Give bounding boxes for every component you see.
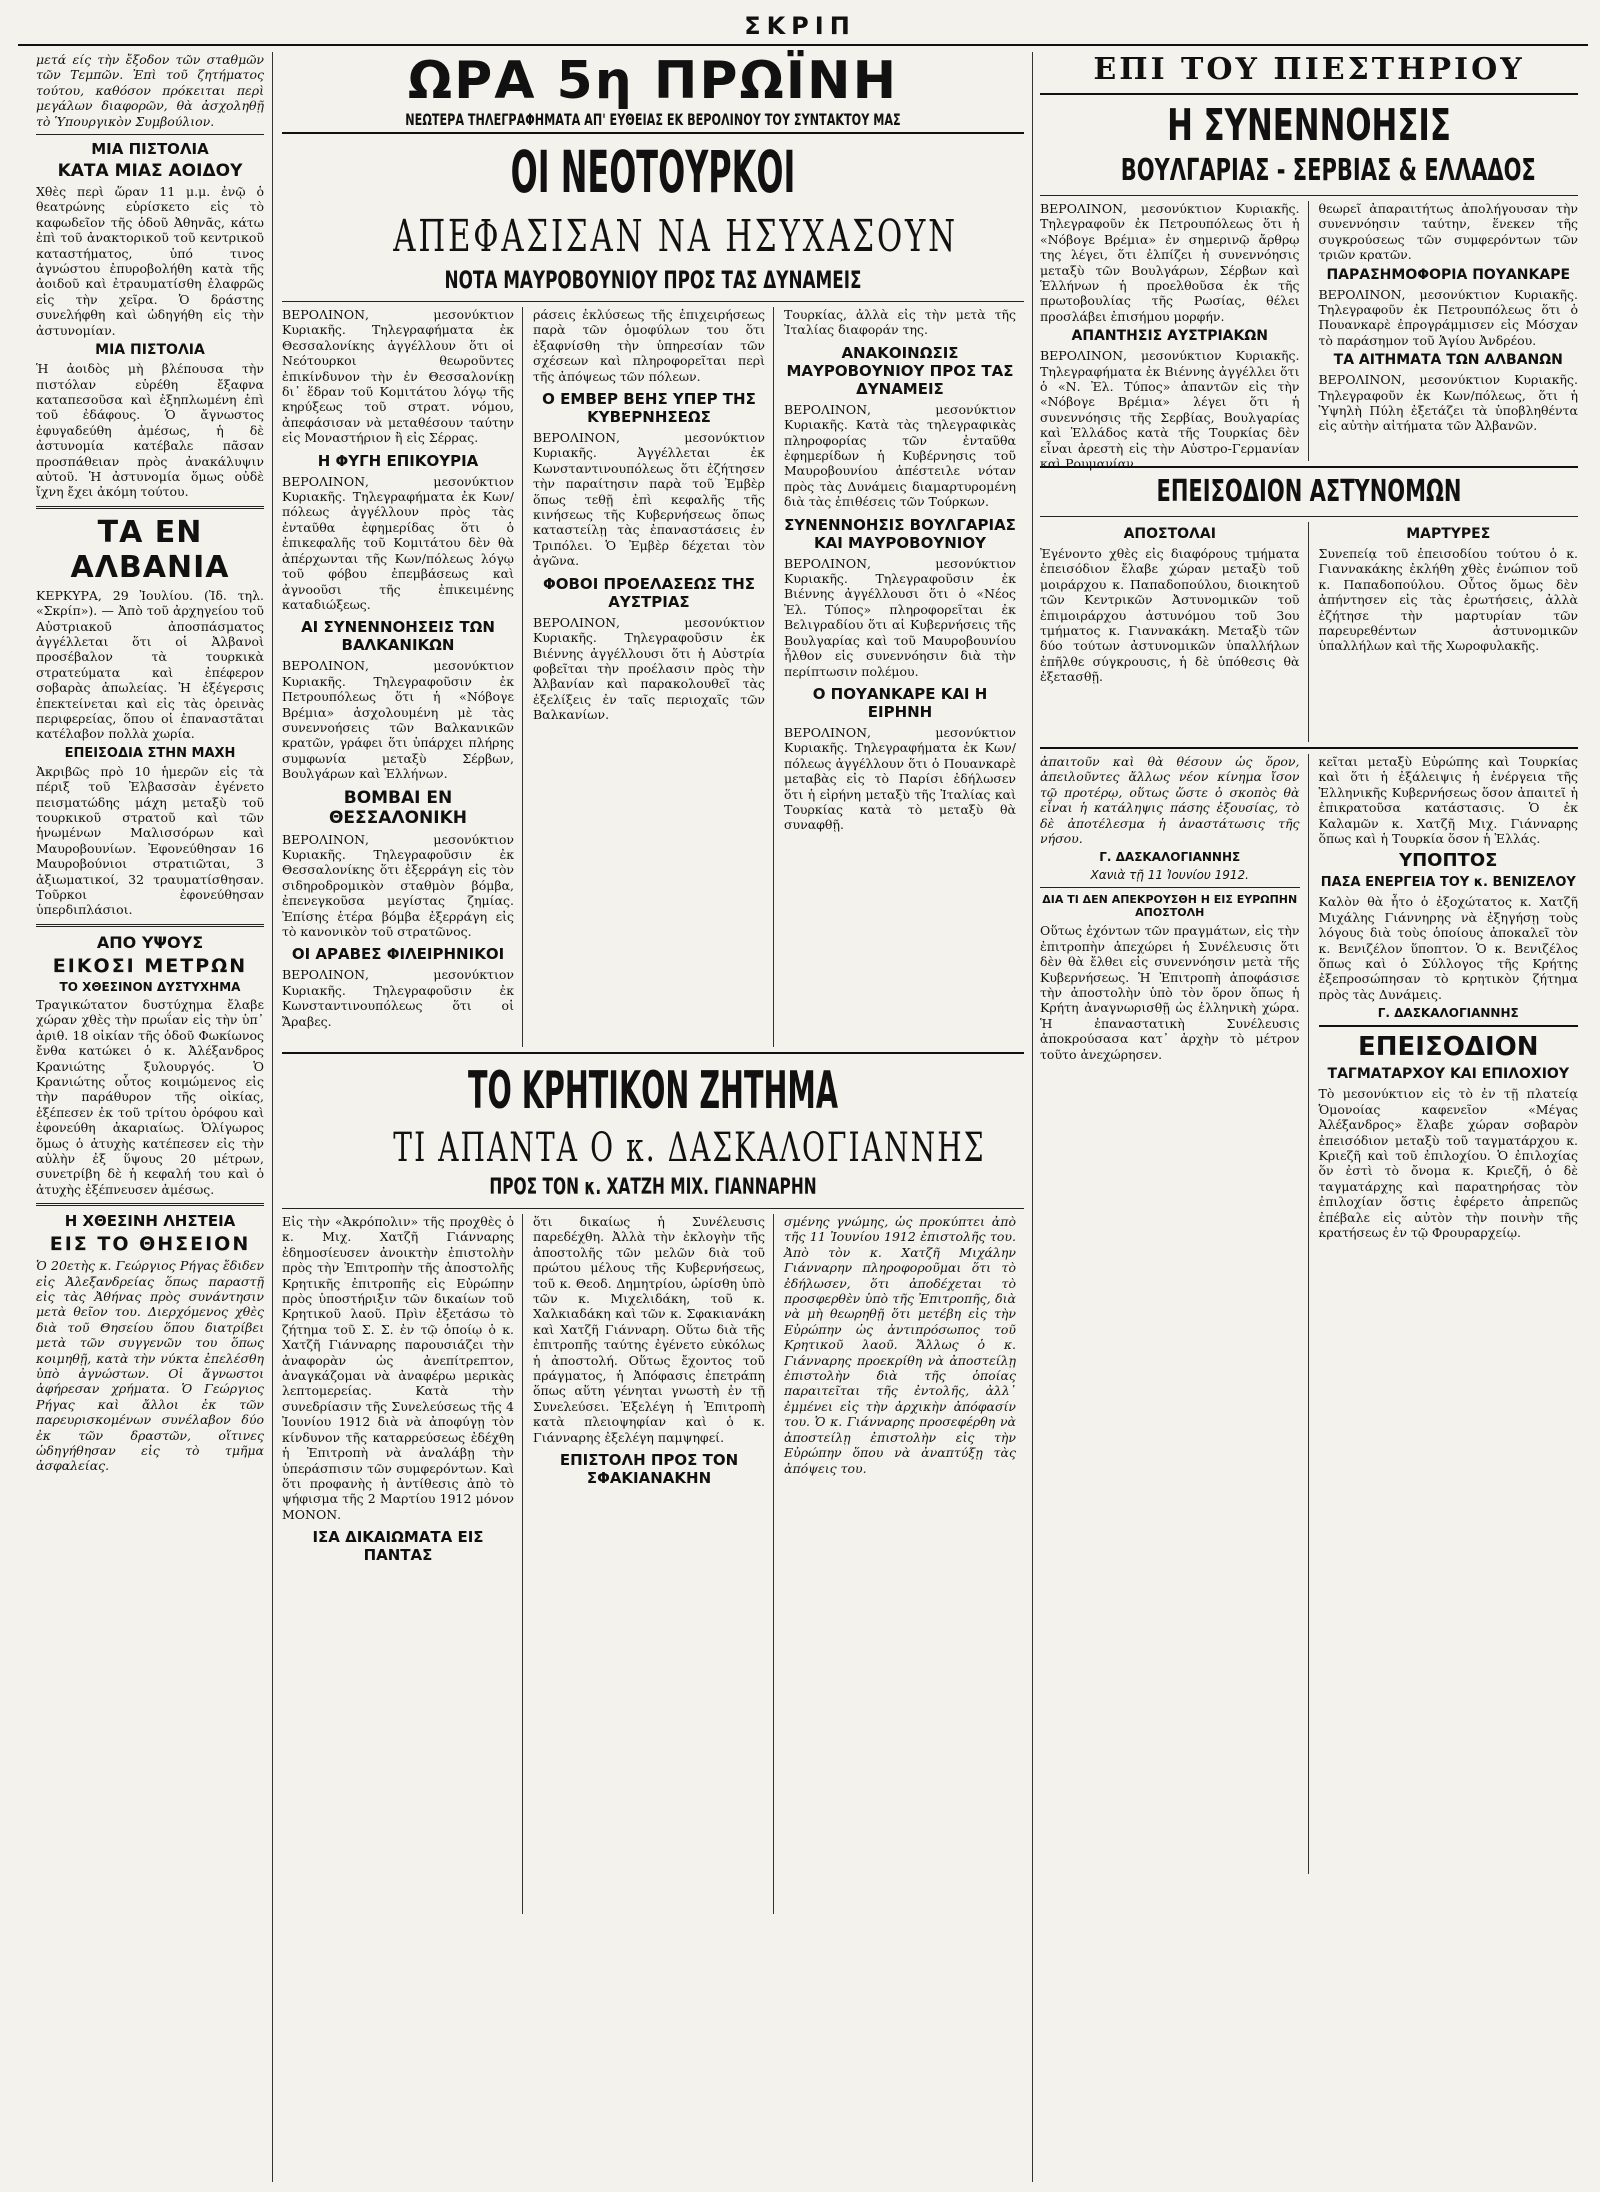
article-text: ΒΕΡΟΛΙΝΟΝ, μεσονύκτιον Κυριακῆς. Τηλεγραφήματα ἐκ Θεσσαλονίκης ἀγγέλλουν ὅτι οἱ Νεότουρκοι θεωροῦντες ἐπικίνδυνον τὴν ἐν Θεσσαλονίκῃ δι᾽ ἕδραν τοῦ Κομιτάτου λόγῳ τῆς κηρύξεως τοῦ στρατ. νόμου, ἀπεφάσισαν νὰ μεταθέσουν ταύτην εἰς Μοναστήριον ἢ εἰς Σέρρας.	[282, 307, 514, 446]
article-text: Χθὲς περὶ ὥραν 11 μ.μ. ἐνῷ ὁ θεατρώνης εὑρίσκετο εἰς τὸ καφωδεῖον τῆς ὁδοῦ Ἀθηνᾶς, κάτω ἐπὶ τοῦ ἀνακτορικοῦ τοῦ κεντρικοῦ καταστήματος, ὑπό τινος ἀγνώστου ἐπυροβολήθη κατὰ τῆς ἀοιδοῦ καὶ ἐτραυματίσθη ἐλαφρῶς εἰς τὴν χεῖρα. Ὁ δράστης συνελήφθη καὶ ὡδηγήθη εἰς τὴν ἀστυνομίαν.	[36, 184, 264, 338]
subheadline: ΠΑΣΑ ΕΝΕΡΓΕΙΑ ΤΟΥ κ. ΒΕΝΙΖΕΛΟΥ	[1320, 875, 1576, 891]
article-text: Ἀκριβῶς πρὸ 10 ἡμερῶν εἰς τὰ πέριξ τοῦ Ἐλβασσὰν ἐγένετο πεισματώδης μάχη μεταξὺ τοῦ τουρκικοῦ στρατοῦ καὶ τῶν ἡνωμένων Μαλισσόρων καὶ Μαυροβουνίων. Ἐφονεύθησαν 16 Μαυροβούνιοι στρατιῶται, 3 ἀξιωματικοί, 32 τραυματίσθησαν. Τοῦρκοι ἐφονεύθησαν ὑπερδιπλάσιοι.	[36, 763, 264, 918]
subheadline: Η ΦΥΓΗ ΕΠΙΚΟΥΡΙΑ	[317, 451, 479, 470]
column-rule	[1032, 52, 1033, 2182]
article-text: ΒΕΡΟΛΙΝΟΝ, μεσονύκτιον Κυριακῆς. Τηλεγραφοῦσιν ἐκ Βιέννης ἀγγέλλουσι ὅτι ἡ Αὐστρία φοβεῖται τὴν προέλασιν πρὸς τὴν Ἀλβανίαν καὶ παρακολουθεῖ τὰς ἐξελίξεις ἐν ταῖς περιοχαῖς τῶν Βαλκανίων.	[533, 614, 765, 723]
divider	[1040, 93, 1578, 95]
main-headline-text: ΟΙ ΝΕΟΤΟΥΡΚΟΙ	[510, 138, 796, 206]
subbanner-text: ΝΕΩΤΕΡΑ ΤΗΛΕΓΡΑΦΗΜΑΤΑ ΑΠ' ΕΥΘΕΙΑΣ ΕΚ ΒΕΡΟΛΙΝΟΥ ΤΟΥ ΣΥΝΤΑΚΤΟΥ ΜΑΣ	[405, 110, 901, 129]
article-column	[784, 1214, 1024, 1914]
article-column	[533, 1214, 774, 1914]
subheadline: Ο ΠΟΥΑΝΚΑΡΕ ΚΑΙ Η ΕΙΡΗΝΗ	[812, 684, 988, 721]
subheadline: ΒΟΜΒΑΙ ΕΝ ΘΕΣΣΑΛΟΝΙΚΗ	[328, 787, 467, 828]
cretan-columns	[282, 1214, 1024, 1914]
signature: Γ. ΔΑΣΚΑΛΟΓΙΑΝΝΗΣ	[1377, 1006, 1519, 1021]
subheadline: ΕΠΕΙΣΟΔΙΑ ΣΤΗΝ ΜΑΧΗ	[64, 745, 236, 761]
subheadline: ΑΝΑΚΟΙΝΩΣΙΣ ΜΑΥΡΟΒΟΥΝΙΟΥ ΠΡΟΣ ΤΑΣ ΔΥΝΑΜΕΙΣ	[786, 343, 1014, 398]
headline: ΕΙΚΟΣΙ ΜΕΤΡΩΝ	[52, 954, 248, 977]
left-column	[36, 52, 264, 2182]
subheadline: ΑΙ ΣΥΝΕΝΝΟΗΣΕΙΣ ΤΩΝ ΒΑΛΚΑΝΙΚΩΝ	[301, 618, 495, 655]
subheadline: ΠΑΡΑΣΗΜΟΦΟΡΙΑ ΠΟΥΑΝΚΑΡΕ	[1326, 266, 1571, 283]
headline-deck	[282, 264, 1024, 296]
telegram-column	[533, 307, 774, 1047]
headline-deck-text: ΝΟΤΑ ΜΑΥΡΟΒΟΥΝΙΟΥ ΠΡΟΣ ΤΑΣ ΔΥΝΑΜΕΙΣ	[444, 266, 862, 294]
divider	[36, 924, 264, 927]
article-text: Συνεπείᾳ τοῦ ἐπεισοδίου τούτου ὁ κ. Γιαννακάκης ἐκλήθη χθὲς ἐνώπιον τοῦ κ. Παπαδοπούλου. Οὗτος ὅμως δὲν ἀπήντησεν εἰς τὰς ἐρωτήσεις, ἀλλὰ ἐζήτησε τὴν μαρτυρίαν τῶν παρευρεθέντων ἀστυνομικῶν ὑπαλλήλων καὶ τῆς Χωροφυλακῆς.	[1318, 546, 1578, 654]
masthead-rule	[18, 44, 1588, 46]
article-text: κεῖται μεταξὺ Εὐρώπης καὶ Τουρκίας καὶ ὅτι ἡ ἐξάλειψις ἡ ἐνέργεια τῆς Ἑλληνικῆς Κυβερνήσεως ὅσον ἀπαιτεῖ ἡ ἐπικρατοῦσα κατάστασις. Ὁ ἐκ Καλαμῶν κ. Χατζῆ Μιχ. Γιάνναρης ὅπως καὶ ἡ Τουρκία ὅσον ἡ Ἑλλάς.	[1318, 754, 1578, 847]
article-column	[1040, 754, 1309, 1874]
telegram-column	[1319, 201, 1579, 461]
article-text: ΒΕΡΟΛΙΝΟΝ, μεσονύκτιον Κυριακῆς. Τηλεγραφοῦν ἐκ Πετρουπόλεως ὅτι ὁ Πουανκαρὲ ἐπρογράμμισεν εἰς Μόσχαν τὸ παράσημον τοῦ Ἁγίου Ἀνδρέου.	[1318, 286, 1578, 348]
divider	[282, 301, 1024, 302]
article-column	[1319, 522, 1579, 742]
article-text: ΒΕΡΟΛΙΝΟΝ, μεσονύκτιον Κυριακῆς. Τηλεγραφοῦν ἐκ Κων/πόλεως, ὅτι ἡ Ὑψηλὴ Πύλη ἐξετάζει τὰ ὑποβληθέντα εἰς αὐτὴν αἰτήματα τῶν Ἀλβανῶν.	[1318, 372, 1578, 434]
column-rule	[272, 52, 273, 2182]
right-column	[1040, 52, 1578, 2182]
article-text: ΒΕΡΟΛΙΝΟΝ, μεσονύκτιον Κυριακῆς. Κατὰ τὰς τηλεγραφικὰς πληροφορίας τῶν ἐνταῦθα ἐφημερίδων ἡ Κυβέρνησις τοῦ Μαυροβουνίου ἀπέστειλε νόταν πρὸς τὰς Δυνάμεις διαμαρτυρομένη διὰ τὰς ἐπιθέσεις τῶν Τούρκων.	[784, 401, 1016, 510]
subheadline: ΜΑΡΤΥΡΕΣ	[1406, 526, 1491, 542]
article-text: Εἰς τὴν «Ἀκρόπολιν» τῆς προχθὲς ὁ κ. Μιχ. Χατζῆ Γιάνναρης ἐδημοσίευσεν ἀνοικτὴν ἐπιστολὴν πρὸς τὴν Ἐπιτροπὴν τῆς ἀποστολῆς Κρητικῆς ἐπιτροπῆς εἰς Εὐρώπην πρὸς ὑποστήριξιν τῶν δικαίων τοῦ Κρητικοῦ λαοῦ. Πρὶν ἐξετάσω τὸ ζήτημα τοῦ Σ. Σ. ἐν τῷ ὁποίῳ ὁ κ. Χατζῆ Γιάνναρης παρουσιάζει τὴν ἀναφορὰν ὡς ἀνεπίτρεπτον, ἀναγκάζομαι νὰ ἀναφέρω μερικὰς λεπτομερείας. Κατὰ τὴν συνεδρίασιν τῆς Συνελεύσεως τῆς 4 Ἰουνίου 1912 διὰ νὰ ἀποφύγῃ τὸν κίνδυνον τῆς καταρρεύσεως ἐδέχθη ἡ Ἐπιτροπὴ νὰ ἀναλάβῃ τὴν ὑπεράσπισιν τῶν συμφερόντων. Καὶ ὅτι προφανὴς ἡ ἀντίθεσις ἀπὸ τὸ ψήφισμα τῆς 2 Μαρτίου 1912 μόνον ΜΟΝΟΝ.	[282, 1214, 514, 1522]
subheadline: ΤΑΓΜΑΤΑΡΧΟΥ ΚΑΙ ΕΠΙΛΟΧΙΟΥ	[1327, 1066, 1569, 1083]
subheadline: ΣΥΝΕΝΝΟΗΣΙΣ ΒΟΥΛΓΑΡΙΑΣ ΚΑΙ ΜΑΥΡΟΒΟΥΝΙΟΥ	[784, 515, 1016, 552]
subheadline: ΑΠΟΣΤΟΛΑΙ	[1123, 526, 1216, 542]
headline: ΕΙΣ ΤΟ ΘΗΣΕΙΟΝ	[49, 1233, 251, 1256]
subheadline: ΕΠΙΣΤΟΛΗ ΠΡΟΣ ΤΟΝ ΣΦΑΚΙΑΝΑΚΗΝ	[559, 1451, 739, 1488]
subheadline: Ο ΕΜΒΕΡ ΒΕΗΣ ΥΠΕΡ ΤΗΣ ΚΥΒΕΡΝΗΣΕΩΣ	[542, 390, 756, 427]
subheadline: ΟΙ ΑΡΑΒΕΣ ΦΙΛΕΙΡΗΝΙΚΟΙ	[291, 945, 505, 964]
subheadline: ΙΣΑ ΔΙΚΑΙΩΜΑΤΑ ΕΙΣ ΠΑΝΤΑΣ	[312, 1528, 484, 1565]
divider	[1040, 516, 1578, 517]
article-text: Τὸ μεσονύκτιον εἰς τὸ ἐν τῇ πλατείᾳ Ὁμονοίας καφενεῖον «Μέγας Ἀλέξανδρος» ἔλαβε χώραν σοβαρὸν ἐπεισόδιον μεταξὺ τοῦ ταγματάρχου κ. Κριεζῆ καὶ τοῦ ἐπιλοχίου. Ὁ ἐπιλοχίας ὅν ἐστὶ τὸ ὄνομα κ. Κριεζῆ, ὁ δὲ ταγματάρχης καὶ παρατηρήσας τὸν ἐπιλοχίαν ὅστις ἐφέρετο ἀπρεπῶς ἐπέβαλε εἰς αὐτὸν τὴν ποινὴν τῆς κρατήσεως ἐν τῷ Φρουραρχείῳ.	[1318, 1086, 1578, 1240]
article-text: Τουρκίας, ἀλλὰ εἰς τὴν μετὰ τῆς Ἰταλίας διαφοράν της.	[784, 307, 1016, 338]
divider	[36, 134, 264, 135]
article-text: ΒΕΡΟΛΙΝΟΝ, μεσονύκτιον Κυριακῆς. Τηλεγραφήματα ἐκ Βιέννης ἀγγέλλει ὅτι ὁ «Ν. Ἐλ. Τύπος» ἀπαντῶν εἰς τὴν «Νόβογε Βρέμια» λέγει ὅτι ἡ συνεννόησις τῆς Σερβίας, Βουλγαρίας καὶ Ἑλλάδος κατὰ τῆς Τουρκίας δὲν εἶναι ἀρεστὴ εἰς τὴν Αὐστρο-Γερμανίαν καὶ Ρουμανίαν.	[1040, 348, 1300, 472]
article-text: ΒΕΡΟΛΙΝΟΝ, μεσονύκτιον Κυριακῆς. Τηλεγραφοῦν ἐκ Πετρουπόλεως ὅτι ἡ «Νόβογε Βρέμια» ἐν σημερινῷ ἄρθρῳ της λέγει, ὅτι ἐλπίζει ἡ συνεννόησις μεταξὺ τῶν Βουλγάρων, Σέρβων καὶ Ἑλλήνων ἡ προελθοῦσα ἐκ τῆς πρωτοβουλίας τῆς Ρωσίας, θέλει προσλάβει ἐπισήμου μορφήν.	[1040, 201, 1300, 324]
divider	[282, 1208, 1024, 1209]
cretan-continuation	[1040, 754, 1578, 1874]
headline: ΑΠΟ ΥΨΟΥΣ	[96, 932, 204, 952]
article-text: ράσεις ἐκλύσεως τῆς ἐπιχειρήσεως παρὰ τῶν ὁμοφύλων του ὅτι ἐξαφνίσθη τὴν ὑπηρεσίαν τῶν σχέσεων καὶ πληροφορεῖται περὶ τῆς ἀπόψεως τῶν πόλεων.	[533, 307, 765, 384]
headline	[1040, 100, 1578, 152]
headline-text: Η ΣΥΝΕΝΝΟΗΣΙΣ	[1167, 100, 1451, 151]
article-text: Ἡ ἀοιδὸς μὴ βλέπουσα τὴν πιστόλαν εὑρέθη ἔξαφνα καταπεσοῦσα καὶ ἐξηπλωμένη ἐπὶ τοῦ ἐδάφους. Ὁ ἄγνωστος ἐφυγαδεύθη ἀμέσως, ἡ δὲ ἀστυνομία κατέβαλε πᾶσαν προσπάθειαν πρὸς ἀνακάλυψιν αὐτοῦ. Ἡ ἀστυνομία ὅμως οὐδὲ ἴχνη ἔχει ἀκόμη τούτου.	[36, 361, 264, 500]
article-text: ὅτι δικαίως ἡ Συνέλευσις παρεδέχθη. Ἀλλὰ τὴν ἐκλογὴν τῆς ἀποστολῆς τῶν μελῶν διὰ τοῦ πρώτου μέλους τῆς Κυβερνήσεως, τοῦ κ. Θεοδ. Δημητρίου, ὡρίσθη ὑπὸ τῶν κ. Μιχελιδάκη, τοῦ κ. Χαλκιαδάκη καὶ τῶν κ. Σφακιανάκη καὶ Χατζῆ Γιάνναρη. Οὕτω διὰ τῆς ἐπιτροπῆς ταύτης ἐγένετο εὐκόλως ἡ ἀποστολή. Οὕτως ἔχοντος τοῦ πράγματος, ἡ Ἀπόφασις ἐπετράπη ὅπως αὕτη γένηται γνωστὴ ἐν τῇ Συνελεύσει. Ἐξελέγη ἡ Ἐπιτροπὴ κατὰ πλειοψηφίαν καὶ ὁ κ. Γιάνναρης ἐξελέγη παμψηφεί.	[533, 1214, 765, 1445]
cretan-question-text: ΤΟ ΚΡΗΤΙΚΟΝ ΖΗΤΗΜΑ	[467, 1061, 839, 1121]
article-text: Καλὸν θὰ ἦτο ὁ ἐξοχώτατος κ. Χατζῆ Μιχάλης Γιάννηρης νὰ ἐξηγήσῃ τοὺς λόγους διὰ τοὺς ὁποίους ἀποκαλεῖ τὸν κ. Βενιζέλον ὕποπτον. Ὁ κ. Βενιζέλος ὅπως καὶ ὁ Σύλλογος τῆς Κρήτης ἐξεπροσώπησαν τὸ κρητικὸν ζήτημα πρὸς τὰς Δυνάμεις.	[1318, 894, 1578, 1002]
telegram-column	[1040, 201, 1309, 472]
article-text: ΒΕΡΟΛΙΝΟΝ, μεσονύκτιον Κυριακῆς. Τηλεγραφοῦσιν ἐκ Βιέννης ἀγγέλλουσι ὅτι ὁ «Νέος Ἐλ. Τύπος» πληροφορεῖται ἐκ Βελιγραδίου ὅτι αἱ Κυβερνήσεις τῆς Βουλγαρίας καὶ τοῦ Μαυροβουνίου ἦλθον εἰς συνεννόησιν διὰ τὴν περίπτωσιν πολέμου.	[784, 555, 1016, 679]
article-text: ΒΕΡΟΛΙΝΟΝ, μεσονύκτιον Κυριακῆς. Τηλεγραφήματα ἐκ Κων/πόλεως ἀγγέλλουν ὅτι ὁ Πουανκαρὲ μεταβὰς εἰς τὸ Παρίσι ἐδήλωσεν ὅτι ἡ εἰρήνη μεταξὺ τῆς Ἰταλίας καὶ Τουρκίας κατὰ τὸ μεταξὺ θὰ συναφθῇ.	[784, 724, 1016, 833]
main-subheadline-text: ΑΠΕΦΑΣΙΣΑΝ ΝΑ ΗΣΥΧΑΣΟΥΝ	[393, 211, 958, 262]
dateline: Χανιὰ τῇ 11 Ἰουνίου 1912.	[1090, 868, 1249, 883]
section-banner: ΩΡΑ 5η ΠΡΩΪΝΗ	[407, 51, 899, 111]
headline-deck	[1040, 152, 1578, 190]
article-text: ΒΕΡΟΛΙΝΟΝ, μεσονύκτιον Κυριακῆς. Τηλεγραφοῦσιν ἐκ Θεσσαλονίκης ὅτι ἐξερράγη εἰς τὸν σιδηροδρομικὸν σταθμὸν βόμβα, ἐπενεγκοῦσα μεγίστας ζημίας. Ἐπίσης ἑτέρα βόμβα ἐξερράγη εἰς τὸ κανονικὸν τοῦ στρατῶνος.	[282, 831, 514, 939]
divider	[1319, 1025, 1579, 1027]
article-text: θεωρεῖ ἀπαραιτήτως ἀπολήγουσαν τὴν συνεννόησιν ταύτην, ἕνεκεν τῆς συγκρούσεως τῶν συμφερόντων τῶν τριῶν κρατῶν.	[1318, 201, 1578, 263]
middle-column	[282, 52, 1024, 2182]
subheadline: ΑΠΑΝΤΗΣΙΣ ΑΥΣΤΡΙΑΚΩΝ	[1071, 328, 1268, 345]
divider	[1040, 747, 1578, 749]
article-text: ΚΕΡΚΥΡΑ, 29 Ἰουλίου. (Ἰδ. τηλ. «Σκρίπ»). — Ἀπὸ τοῦ ἀρχηγείου τοῦ Αὐστριακοῦ ἀποσπάσματος ἀγγέλλεται ὅτι οἱ Ἀλβανοὶ προσέβαλον τὰ τουρκικὰ στρατεύματα καὶ ἐπέφερον σοβαρὰς ἀπωλείας. Ἡ ἐξέγερσις ἐπεκτείνεται καὶ εἰς τὰς ὀρεινὰς περιφερείας, ὅπου οἱ ἐπαναστᾶται κατέλαβον πολλὰ χωρία.	[36, 587, 264, 742]
section-subbanner	[282, 110, 1024, 134]
headline	[1040, 473, 1578, 511]
headline-text: ΕΠΕΙΣΟΔΙΟΝ ΑΣΤΥΝΟΜΩΝ	[1156, 474, 1462, 509]
article-text: Ὁ 20ετὴς κ. Γεώργιος Ρήγας ἔδιδεν εἰς Ἀλεξανδρείας ὅπως παραστῇ εἰς τὰς Ἀθήνας πρὸς συνάντησιν μετὰ θεῖον του. Διερχόμενος χθὲς διὰ τοῦ Θησείου ὅπου διατρίβει μετὰ τῶν συγγενῶν του ὅπως κοιμηθῇ, κατὰ τὴν νύκτα ἐπελέσθη ὑπὸ ἀγνώστων. Οἱ ἄγνωστοι ἀφήρεσαν χρήματα. Ὁ Γεώργιος Ρήγας καὶ ἄλλοι ἐκ τῶν παρευρισκομένων συνέλαβον δύο ἐκ τῶν δραστῶν, οἵτινες ὡδηγήθησαν εἰς τὸ τμῆμα ἀσφαλείας.	[36, 1258, 264, 1474]
cretan-subheadline-text: ΤΙ ΑΠΑΝΤΑ Ο κ. ΔΑΣΚΑΛΟΓΙΑΝΝΗΣ	[393, 1125, 986, 1171]
cretan-question-headline	[282, 1059, 1024, 1123]
headline-deck-text: ΒΟΥΛΓΑΡΙΑΣ - ΣΕΡΒΙΑΣ & ΕΛΛΑΔΟΣ	[1120, 153, 1536, 188]
subheadline: ΜΙΑ ΠΙΣΤΟΛΙΑ	[95, 342, 205, 359]
subheadline: ΥΠΟΠΤΟΣ	[1399, 850, 1498, 872]
signature: Γ. ΔΑΣΚΑΛΟΓΙΑΝΝΗΣ	[1099, 850, 1241, 865]
article-text: ΒΕΡΟΛΙΝΟΝ, μεσονύκτιον Κυριακῆς. Τηλεγραφοῦσιν ἐκ Πετρουπόλεως ὅτι ἡ «Νόβογε Βρέμια» ἀσχολουμένη μὲ τὰς συνεννοήσεις τῶν Βαλκανικῶν κρατῶν, γράφει ὅτι ὑπάρχει πλήρης συμφωνία μεταξὺ Σέρβων, Βουλγάρων καὶ Ἑλλήνων.	[282, 658, 514, 782]
article-column	[282, 1214, 523, 1914]
subheadline: ΦΟΒΟΙ ΠΡΟΕΛΑΣΕΩΣ ΤΗΣ ΑΥΣΤΡΙΑΣ	[543, 574, 755, 611]
headline: ΤΑ ΕΝ ΑΛΒΑΝΙΑ	[70, 514, 230, 585]
telegram-column	[784, 307, 1024, 1047]
telegram-columns	[282, 307, 1024, 1047]
masthead-title: ΣΚΡΙΠ	[744, 12, 856, 40]
divider	[1040, 887, 1300, 888]
subheadline: ΤΑ ΑΙΤΗΜΑΤΑ ΤΩΝ ΑΛΒΑΝΩΝ	[1333, 352, 1563, 369]
article-column	[1319, 754, 1579, 1874]
divider	[1040, 195, 1578, 196]
article-text: Ἐγένοντο χθὲς εἰς διαφόρους τμήματα ἐπεισόδιον ἔλαβε χώραν μεταξὺ τοῦ μοιράρχου κ. Παπαδοπούλου, διοικητοῦ τῶν Κεντρικῶν Ἀστυνομικῶν τοῦ ἐπιμοιράρχου ἀστυνόμου τοῦ 3ου τμήματος κ. Γιαννακάκη. Μεταξὺ τῶν δύο τούτων ἀστυνομικῶν ὑπαλλήλων ἐπῆλθε σύγκρουσις, ἡ δὲ ὑπόθεσις θὰ ἐξετασθῇ.	[1040, 546, 1300, 685]
main-subheadline	[282, 210, 1024, 264]
telegram-column	[282, 307, 523, 1047]
cretan-question-deck	[282, 1173, 1024, 1203]
main-headline	[282, 134, 1024, 210]
article-text: σμένης γνώμης, ὡς προκύπτει ἀπὸ τῆς 11 Ἰουνίου 1912 ἐπιστολῆς του. Ἀπὸ τὸν κ. Χατζῆ Μιχάλην Γιάνναρην πληροφοροῦμαι ὅτι τὸ ἐδήλωσεν, ὅτι ἀποδέχεται τὸ προσφερθὲν ὑπὸ τῆς Ἐπιτροπῆς, διὰ νὰ μὴ θεωρηθῇ ὅτι μετέβη εἰς τὴν Εὐρώπην ὡς ἀντιπρόσωπος τοῦ Κρητικοῦ λαοῦ. Ἄλλως ὁ κ. Γιάνναρης προεκρίθη νὰ ἀποστείλῃ ἐπιστολὴν διὰ τῆς ὁποίας παραιτεῖται τῆς ἐντολῆς, ἀλλ᾽ ἐμμένει εἰς τὴν ἀρχικὴν ἀπόφασίν του. Ὁ κ. Γιάνναρης προσεφέρθη νὰ ἀποστείλῃ ἐπιστολὴν εἰς τὴν Εὐρώπην ὅπου νὰ ἀναπτύξῃ τὰς ἀπόψεις του.	[784, 1214, 1016, 1476]
article-columns	[1040, 522, 1578, 742]
article-text: Τραγικώτατον δυστύχημα ἔλαβε χώραν χθὲς τὴν πρωΐαν εἰς τὴν ὑπ᾽ ἀριθ. 18 οἰκίαν τῆς ὁδοῦ Φωκίωνος ἔνθα κατώκει ὁ κ. Ἀλέξανδρος Κρανιώτης ξυλουργός. Ὁ Κρανιώτης οὗτος κοιμώμενος εἰς τὴν παράθυρον τῆς οἰκίας, ἐξέπεσεν ἐκ τοῦ τρίτου ὀρόφου καὶ ἐφονεύθη ἀκαριαίως. Ὀλίγωρος ὅμως ὁ ἀτυχὴς κατέπεσεν εἰς τὴν αὐλὴν ἐξ ὕψους 20 μέτρων, συνετρίβη δὲ ἡ κεφαλή του καὶ ὁ ἀτυχὴς ἐξέπνευσεν ἀμέσως.	[36, 996, 264, 1197]
article-text: ΒΕΡΟΛΙΝΟΝ, μεσονύκτιον Κυριακῆς. Τηλεγραφήματα ἐκ Κων/πόλεως ἀγγέλλουν πρὸς τὰς ἐνταῦθα ἐφημερίδας ὅτι ὁ ἐπικεφαλῆς τοῦ Κομιτάτου δὲν θὰ ἀπέρχωνται τῆς Κων/πόλεως λόγῳ τοῦ φόβου ἐπεμβάσεως καὶ ἀγνοοῦσι τῆς ἐπικειμένης καταδιώξεως.	[282, 473, 514, 612]
headline: ΕΠΕΙΣΟΔΙΟΝ	[1358, 1032, 1539, 1063]
cretan-question-subheadline	[282, 1123, 1024, 1173]
subheadline: ΤΟ ΧΘΕΣΙΝΟΝ ΔΥΣΤΥΧΗΜΑ	[59, 979, 241, 994]
subheadline: ΔΙΑ ΤΙ ΔΕΝ ΑΠΕΚΡΟΥΣΘΗ Η ΕΙΣ ΕΥΡΩΠΗΝ ΑΠΟΣΤΟΛΗ	[1042, 893, 1298, 920]
headline: Η ΧΘΕΣΙΝΗ ΛΗΣΤΕΙΑ	[64, 1212, 236, 1231]
article-text: ΒΕΡΟΛΙΝΟΝ, μεσονύκτιον Κυριακῆς. Τηλεγραφοῦσιν ἐκ Κωνσταντινουπόλεως ὅτι οἱ Ἄραβες.	[282, 967, 514, 1029]
telegram-columns	[1040, 201, 1578, 472]
article-text: μετά είς τὴν ἔξοδον τῶν σταθμῶν τῶν Τεμπῶν. Ἐπὶ τοῦ ζητήματος τούτου, καθόσον πρόκειται περὶ μεγάλων διαφορῶν, θὰ ἀσχοληθῇ τὸ Ὑπουργικὸν Συμβούλιον.	[36, 52, 264, 129]
section-banner: ΕΠΙ ΤΟΥ ΠΙΕΣΤΗΡΙΟΥ	[1093, 52, 1525, 87]
divider	[36, 1203, 264, 1206]
headline: ΜΙΑ ΠΙΣΤΟΛΙΑ	[91, 140, 209, 159]
divider	[282, 1052, 1024, 1054]
divider	[36, 506, 264, 509]
article-text: Οὕτως ἐχόντων τῶν πραγμάτων, εἰς τὴν ἐπιτροπὴν ἀπεχώρει ἡ Συνέλευσις ὅτι δὲν θὰ ἔλθει εἰς συνεννόησιν μετὰ τῆς Κυβερνήσεως. Ἡ Ἐπιτροπὴ ἀποφάσισε τὴν ἀποστολὴν ὑπὸ τὸν ὅρον ὅπως ἡ Κρήτη ἀναγνωρισθῇ ὡς ἑλληνικὴ χώρα. Ἡ ἐπαναστατικὴ Συνέλευσις ἀποκρούσασα κατ᾽ ἀρχὴν τὸ μέτρον τοῦτο ἀνεχώρησεν.	[1040, 923, 1300, 1062]
newspaper-masthead	[0, 12, 1600, 42]
article-text: ΒΕΡΟΛΙΝΟΝ, μεσονύκτιον Κυριακῆς. Ἀγγέλλεται ἐκ Κωνσταντινουπόλεως ὅτι ἐζήτησεν τὴν παραίτησιν παρὰ τοῦ Ἐμβὲρ ὅπως τεθῇ ἐπὶ κεφαλῆς τῆς κινήσεως τῆς Κυβερνήσεως ὅπως καταστείλῃ τὰς ἐπαναστάσεις ἐν Τριπόλει. Ὁ Ἐμβὲρ δέχεται τὸν ἀγῶνα.	[533, 430, 765, 569]
headline: ΚΑΤΑ ΜΙΑΣ ΑΟΙΔΟΥ	[57, 161, 243, 182]
article-column	[1040, 522, 1309, 742]
cretan-deck-text: ΠΡΟΣ ΤΟΝ κ. ΧΑΤΖΗ ΜΙΧ. ΓΙΑΝΝΑΡΗΝ	[489, 1175, 817, 1200]
article-text: ἀπαιτοῦν καὶ θὰ θέσουν ὡς ὅρον, ἀπειλοῦντες ἄλλως νέον κίνημα ἴσον τῷ προτέρῳ, οὕτως ὥστε ὁ σκοπὸς θὰ εἶναι ἡ κατάληψις πάσης ἐξουσίας, τὸ δὲ ἀποτέλεσμα ἡ ἀναστάτωσις τῆς νήσου.	[1040, 754, 1300, 847]
